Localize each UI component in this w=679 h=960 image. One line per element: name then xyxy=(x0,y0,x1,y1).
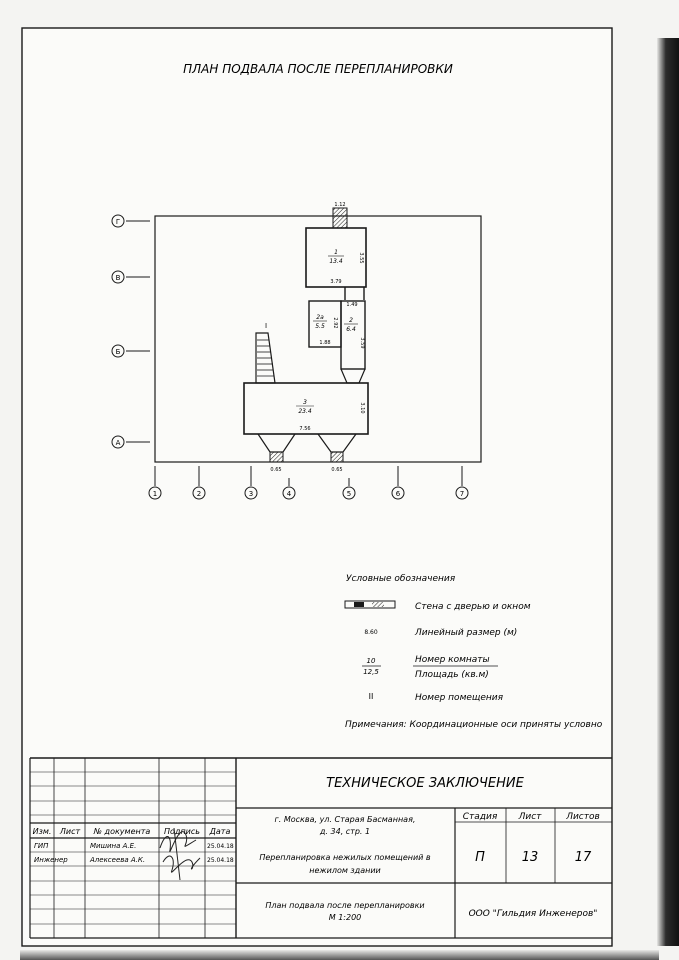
col-header-izm: Изм. xyxy=(32,827,52,836)
legend-text: Стена с дверью и окном xyxy=(415,602,531,612)
room-dim-h: 3.55 xyxy=(358,252,364,264)
legend-title: Условные обозначения xyxy=(346,574,456,584)
stamp-role: Инженер xyxy=(34,856,68,864)
room-area: 13.4 xyxy=(329,258,343,265)
legend-symbol: 10 xyxy=(366,657,376,665)
organization: ООО "Гильдия Инженеров" xyxy=(468,909,598,919)
door-dim: 1.12 xyxy=(334,202,346,208)
axis-label-row: Б xyxy=(115,348,121,356)
legend-note: Примечания: Координационные оси приняты условно xyxy=(345,720,603,730)
stamp-role: ГИП xyxy=(34,842,49,850)
axis-label-row: Г xyxy=(115,218,121,226)
stamp-name: Мишина А.Е. xyxy=(90,842,137,850)
axis-label-col: 6 xyxy=(395,490,401,498)
col-header-sign: Подпись xyxy=(164,827,200,836)
room-dim-h: 3.10 xyxy=(359,402,365,414)
plan-title: ПЛАН ПОДВАЛА ПОСЛЕ ПЕРЕПЛАНИРОВКИ xyxy=(183,62,453,76)
stamp-date: 25.04.18 xyxy=(207,843,234,850)
address-line-2: д. 34, стр. 1 xyxy=(319,827,371,836)
room-number: 2 xyxy=(349,317,353,324)
stamp-name: Алексеева А.К. xyxy=(90,856,146,864)
door-dim: 0.65 xyxy=(270,467,282,473)
axis-label-col: 7 xyxy=(459,490,465,498)
axis-label-col: 5 xyxy=(346,490,352,498)
subject-line-2: нежилом здании xyxy=(309,866,381,875)
col-header-doc: № документа xyxy=(93,827,151,836)
room-number: 2а xyxy=(316,314,324,321)
room-number: 1 xyxy=(334,249,338,256)
axis-label-col: 4 xyxy=(286,490,292,498)
stage-value: П xyxy=(475,850,485,865)
sheet-label: Лист xyxy=(518,812,542,822)
legend-text: Номер помещения xyxy=(415,693,504,703)
subject-line-1: Перепланировка нежилых помещений в xyxy=(259,853,431,862)
room-dim-h: 2.92 xyxy=(332,317,338,329)
legend-symbol: 12,5 xyxy=(363,668,379,676)
axis-label-col: 1 xyxy=(152,490,158,498)
top-entrance xyxy=(333,202,347,228)
room-dim-w: 1.88 xyxy=(319,340,331,346)
axis-label-row: В xyxy=(115,274,121,282)
document-title: ТЕХНИЧЕСКОЕ ЗАКЛЮЧЕНИЕ xyxy=(326,776,524,791)
sheet-value: 13 xyxy=(521,850,539,865)
col-header-list: Лист xyxy=(59,827,81,836)
room-area: 6.4 xyxy=(346,326,356,333)
address-line-1: г. Москва, ул. Старая Басманная, xyxy=(274,815,416,824)
col-header-date: Дата xyxy=(209,827,231,836)
legend-text: Номер комнаты xyxy=(415,655,490,665)
sheets-value: 17 xyxy=(574,850,592,865)
room-area: 23.4 xyxy=(298,408,312,415)
axis-label-col: 2 xyxy=(196,490,202,498)
axis-label-row: А xyxy=(115,439,121,447)
sheets-label: Листов xyxy=(566,812,600,822)
legend-symbol: II xyxy=(368,692,374,701)
legend-symbol: 8.60 xyxy=(364,629,378,636)
stamp-date: 25.04.18 xyxy=(207,857,234,864)
door-dim: 0.65 xyxy=(331,467,343,473)
room-number: 3 xyxy=(303,399,307,406)
room-dim-w: 1.49 xyxy=(346,302,358,308)
room-dim-w: 3.79 xyxy=(330,279,342,285)
axis-label-col: 3 xyxy=(248,490,254,498)
room-dim-w: 7.56 xyxy=(299,426,311,432)
sheet-title-line-1: План подвала после перепланировки xyxy=(265,901,425,910)
legend-text: Линейный размер (м) xyxy=(415,628,518,638)
stair-label: I xyxy=(265,322,268,330)
sheet-title-line-2: М 1:200 xyxy=(328,913,362,922)
legend-text: Площадь (кв.м) xyxy=(415,670,489,680)
room-dim-h: 3.59 xyxy=(359,337,365,349)
stage-label: Стадия xyxy=(462,812,498,822)
room-area: 5.5 xyxy=(315,323,325,330)
